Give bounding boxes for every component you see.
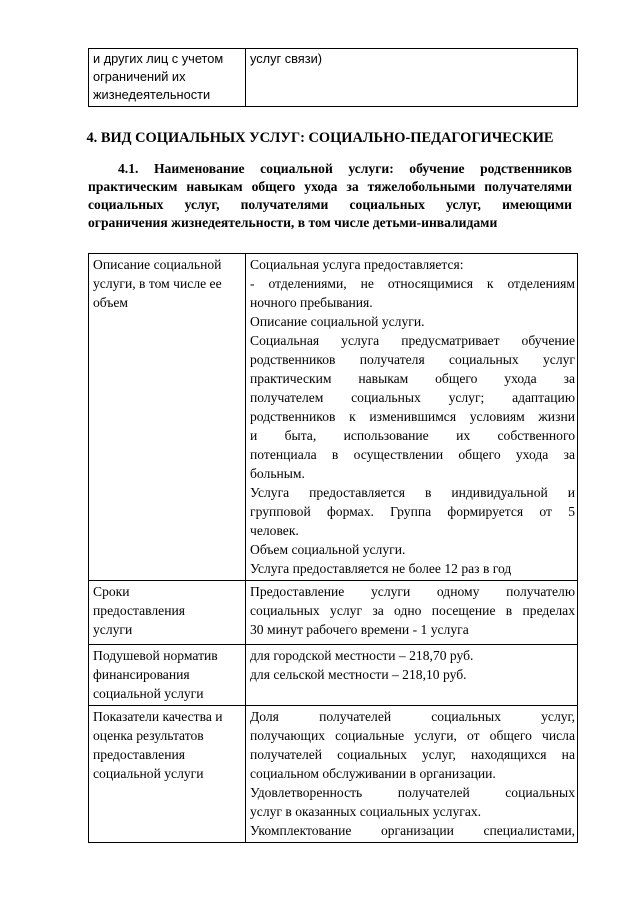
- content-line: родственников получателя социальных услуг: [250, 352, 575, 367]
- content-line: Удовлетворенность получателей социальных: [250, 785, 575, 800]
- previous-table-fragment: [88, 48, 578, 107]
- row-content: [246, 254, 578, 581]
- heading-line: практическим навыкам общего ухода за тяжелобольными получателями: [88, 179, 572, 194]
- content-line: больным.: [250, 466, 305, 481]
- label-line: объем: [93, 295, 129, 310]
- content-line: получателей социальных услуг, находящихся на: [250, 747, 575, 762]
- content-line: Социальная услуга предоставляется:: [250, 257, 464, 272]
- table-row-description: [89, 254, 578, 581]
- content-line: Доля получателей социальных услуг,: [250, 709, 575, 724]
- table-row-terms: [89, 581, 578, 645]
- content-line: Укомплектование организации специалистами,: [250, 823, 575, 838]
- row-label: [89, 581, 246, 645]
- content-line: Услуга предоставляется в индивидуальной и: [250, 485, 575, 500]
- row-content: [246, 581, 578, 645]
- label-line: социальной услуги: [93, 686, 204, 701]
- section-title: 4. ВИД СОЦИАЛЬНЫХ УСЛУГ: СОЦИАЛЬНО-ПЕДАГОГИЧЕСКИЕ: [86, 130, 554, 146]
- content-line: Объем социальной услуги.: [250, 542, 406, 557]
- label-line: социальной услуги: [93, 766, 204, 781]
- label-line: Описание социальной: [93, 257, 222, 272]
- content-line: Предоставление услуги одному получателю: [250, 584, 575, 599]
- table-row-quality: [89, 706, 578, 843]
- content-line: человек.: [250, 523, 299, 538]
- row-content: [246, 706, 578, 843]
- heading-line: социальных услуг, получателями социальных услуг, имеющими: [88, 197, 572, 212]
- label-line: финансирования: [93, 667, 190, 682]
- text-line: ограничений их: [93, 69, 186, 84]
- text-line: жизнедеятельности: [93, 87, 211, 102]
- content-line: получающих социальные услуги, от общего числа: [250, 728, 575, 743]
- label-line: предоставления: [93, 603, 186, 618]
- label-line: предоставления: [93, 747, 186, 762]
- content-line: Социальная услуга предусматривает обучение: [250, 333, 575, 348]
- content-line: Описание социальной услуги.: [250, 314, 425, 329]
- row-label: [89, 254, 246, 581]
- content-line: ночного пребывания.: [250, 295, 373, 310]
- content-line: родственников к изменившимся условиям жизни: [250, 409, 575, 424]
- content-line: 30 минут рабочего времени - 1 услуга: [250, 622, 469, 637]
- content-line: групповой формах. Группа формируется от 5: [250, 504, 575, 519]
- content-line: получателем социальных услуг; адаптацию: [250, 390, 575, 405]
- top-cell-content: [246, 49, 578, 107]
- table-row-funding: [89, 645, 578, 706]
- service-details-table: [88, 253, 578, 843]
- label-line: Сроки: [93, 584, 130, 599]
- content-line: - отделениями, не относящимися к отделениям: [250, 276, 575, 291]
- content-line: услуг в оказанных социальных услугах.: [250, 804, 482, 819]
- row-label: [89, 645, 246, 706]
- top-cell-label: [89, 49, 246, 107]
- label-line: оценка результатов: [93, 728, 204, 743]
- label-line: Подушевой норматив: [93, 648, 218, 663]
- heading-line: ограничения жизнедеятельности, в том числе детьми-инвалидами: [88, 215, 498, 230]
- content-line: практическим навыкам общего ухода за: [250, 371, 575, 386]
- heading-line: 4.1. Наименование социальной услуги: обучение родственников: [118, 161, 572, 176]
- label-line: услуги: [93, 622, 133, 637]
- content-line: социальном обслуживании в организации.: [250, 766, 496, 781]
- service-name-heading: [88, 160, 572, 232]
- text-line: услуг связи): [250, 51, 323, 66]
- content-line: Услуга предоставляется не более 12 раз в год: [250, 561, 512, 576]
- content-line: потенциала в осуществлении общего ухода за: [250, 447, 575, 462]
- label-line: Показатели качества и: [93, 709, 223, 724]
- content-line: социальных услуг за одно посещение в пределах: [250, 603, 575, 618]
- label-line: услуги, в том числе ее: [93, 276, 222, 291]
- content-line: для сельской местности – 218,10 руб.: [250, 667, 467, 682]
- row-content: [246, 645, 578, 706]
- text-line: и других лиц с учетом: [93, 51, 224, 66]
- content-line: и быта, использование их собственного: [250, 428, 575, 443]
- row-label: [89, 706, 246, 843]
- content-line: для городской местности – 218,70 руб.: [250, 648, 474, 663]
- table-row: [89, 49, 578, 107]
